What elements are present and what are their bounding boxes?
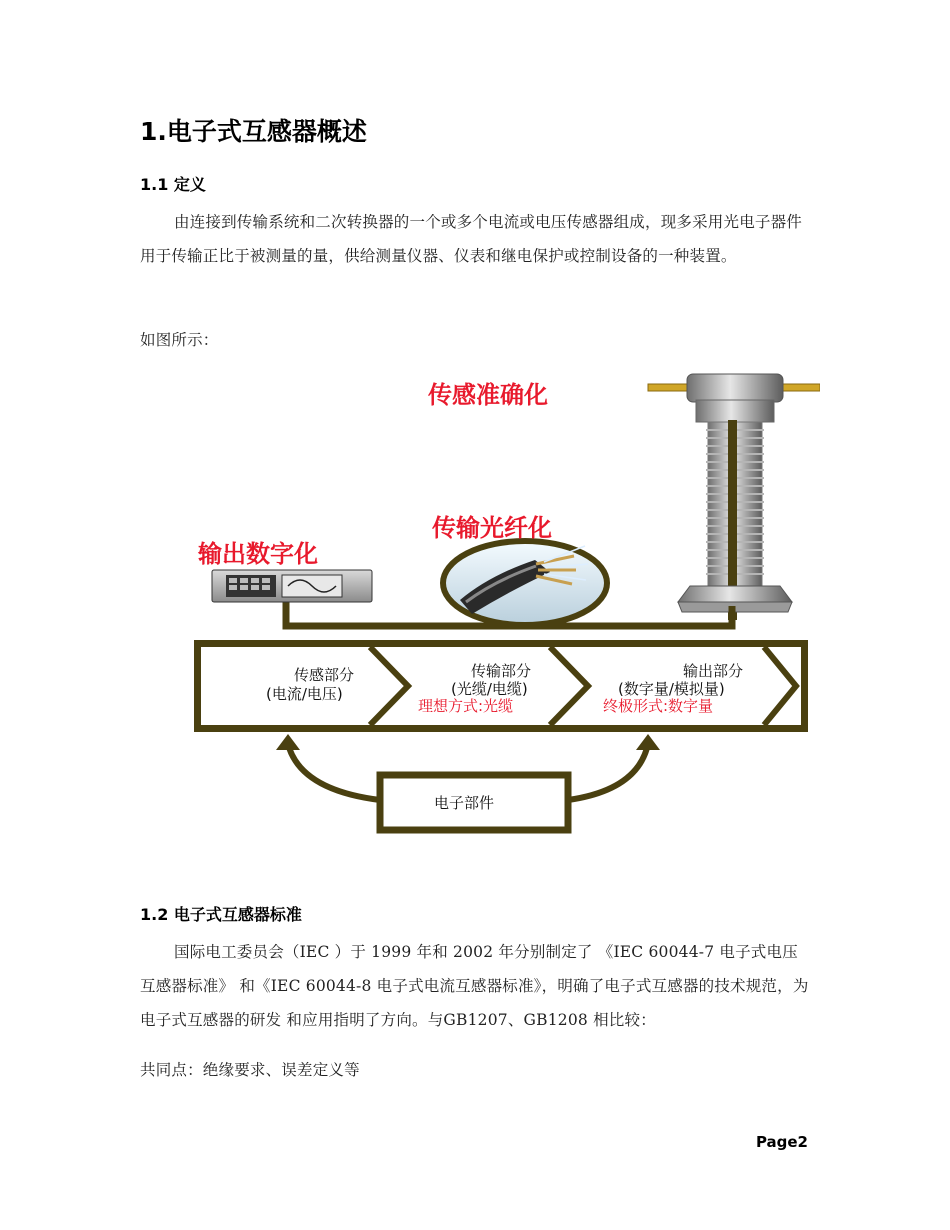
page-number: Page2 bbox=[755, 1133, 808, 1151]
stage2-title: 传输部分 bbox=[471, 662, 532, 680]
transformer-diagram bbox=[190, 370, 820, 840]
section-title-standards: 1.2 电子式互感器标准 bbox=[140, 905, 302, 924]
stage3-subtitle: (数字量/模拟量) bbox=[618, 680, 725, 698]
stage2-note: 理想方式:光缆 bbox=[418, 697, 514, 715]
stage3-note: 终极形式:数字量 bbox=[603, 697, 714, 715]
feedback-arrow-right bbox=[568, 744, 648, 800]
figure-intro-text: 如图所示： bbox=[140, 331, 219, 349]
page-heading: 1.电子式互感器概述 bbox=[140, 117, 367, 146]
definition-paragraph: 由连接到传输系统和二次转换器的一个或多个电流或电压传感器组成，现多采用光电子器件用于传输正比于被测量的量，供给测量仪器、仪表和继电保护或控制设备的一种装置。 bbox=[140, 213, 803, 265]
digital-output-icon bbox=[212, 570, 372, 602]
standards-paragraph: 国际电工委员会（IEC ）于 1999 年和 2002 年分别制定了 《IEC 60044-7 电子式电压互感器标准》 和《IEC 60044-8 电子式电流互感器标准》，明确了电子式互感器的技术规范，为电子式互感器的研发 和应用指明了方向。与GB1207、GB1208 相比较： bbox=[140, 943, 809, 1029]
transformer-icon bbox=[648, 374, 820, 620]
stage3-title: 输出部分 bbox=[683, 662, 744, 680]
label-digital: 输出数字化 bbox=[198, 540, 318, 568]
stage1-subtitle: (电流/电压) bbox=[266, 685, 343, 703]
section-title-definition: 1.1 定义 bbox=[140, 175, 206, 194]
common-points-text: 共同点：绝缘要求、误差定义等 bbox=[140, 1061, 360, 1079]
feedback-arrow-left bbox=[288, 744, 380, 800]
stage1-title: 传感部分 bbox=[294, 666, 355, 684]
stage2-subtitle: (光缆/电缆) bbox=[451, 680, 528, 698]
label-fiber: 传输光纤化 bbox=[432, 514, 552, 542]
optical-fiber-icon bbox=[443, 541, 607, 625]
electronic-parts-label: 电子部件 bbox=[434, 794, 495, 812]
label-precision: 传感准确化 bbox=[428, 381, 548, 409]
